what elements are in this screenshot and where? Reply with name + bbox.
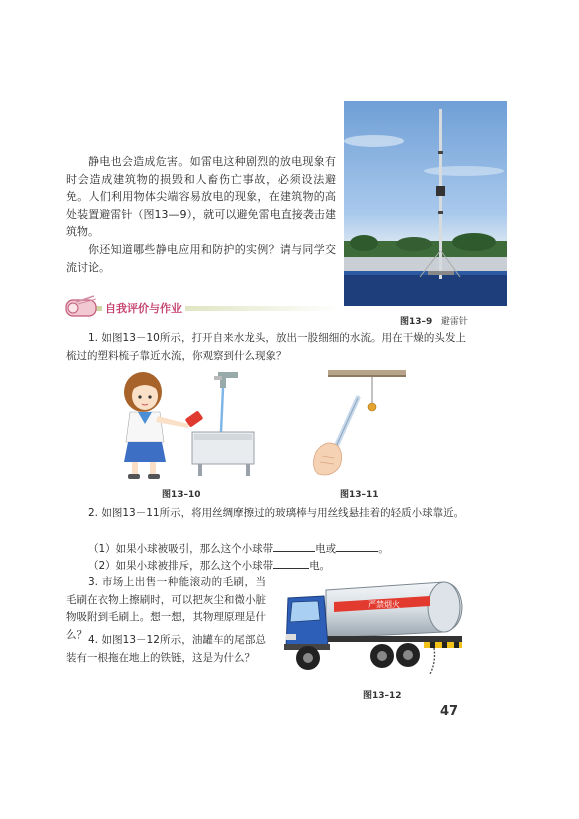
figure-13-11 [308, 368, 408, 482]
figure-13-11-label: 图13–11 [340, 490, 379, 500]
answer-blank-1[interactable] [273, 540, 315, 552]
figure-13-12 [284, 576, 466, 682]
figure-13-10 [110, 370, 260, 482]
figure-13-10-label: 图13–10 [162, 490, 201, 500]
figure-13-10-caption [162, 487, 201, 500]
figure-13-9-name: 避雷针 [440, 317, 468, 327]
question-2: 2. 如图13－11所示，将用丝绸摩擦过的玻璃棒与用丝线悬挂着的轻质小球靠近。 [88, 507, 465, 519]
section-title: 自我评价与作业 [102, 300, 185, 316]
q2-sub2-text-a: （2）如果小球被排斥，那么这个小球带 [88, 560, 274, 572]
q2-sub1-text-a: （1）如果小球被吸引，那么这个小球带 [88, 543, 274, 555]
answer-blank-2[interactable] [336, 540, 378, 552]
question-3: 3. 市场上出售一种能滚动的毛刷，当毛刷在衣物上擦刷时，可以把灰尘和微小脏物吸附到毛刷上。想一想，其物理原理是什么？ [66, 576, 266, 641]
scroll-icon [66, 296, 96, 316]
section-header [64, 294, 340, 322]
q2-sub1-text-b: 电或 [315, 543, 337, 555]
figure-13-11-caption [340, 487, 379, 500]
intro-paragraph-2: 你还知道哪些静电应用和防护的实例？请与同学交流讨论。 [66, 243, 336, 274]
page-number: 47 [440, 704, 459, 719]
question-2-sub-1 [88, 540, 468, 559]
figure-13-9-label: 图13–9 [400, 317, 433, 327]
question-1: 1. 如图13－10所示，打开自来水龙头，放出一股细细的水流。用在干燥的头发上梳过的塑料梳子靠近水流，你观察到什么现象？ [66, 332, 466, 362]
figure-13-12-label: 图13–12 [363, 691, 402, 701]
question-4: 4. 如图13－12所示，油罐车的尾部总装有一根拖在地上的铁链，这是为什么？ [66, 634, 266, 664]
figure-13-9-caption [400, 314, 468, 327]
intro-paragraph-1: 静电也会造成危害。如雷电这种剧烈的放电现象有时会造成建筑物的损毁和人畜伤亡事故，必须设法避免。人们利用物体尖端容易放电的现象，在建筑物的高处装置避雷针（图13—9），就可以避免雷电直接袭击建筑物。 [66, 155, 336, 238]
question-2-sub-2 [88, 557, 468, 576]
figure-13-12-caption [363, 688, 402, 701]
tank-warning-text: 严禁烟火 [368, 600, 400, 609]
answer-blank-3[interactable] [273, 557, 309, 569]
q2-sub1-text-c: 。 [378, 543, 389, 555]
lightning-rod-photo [344, 101, 507, 306]
q2-sub2-text-b: 电。 [309, 560, 331, 572]
